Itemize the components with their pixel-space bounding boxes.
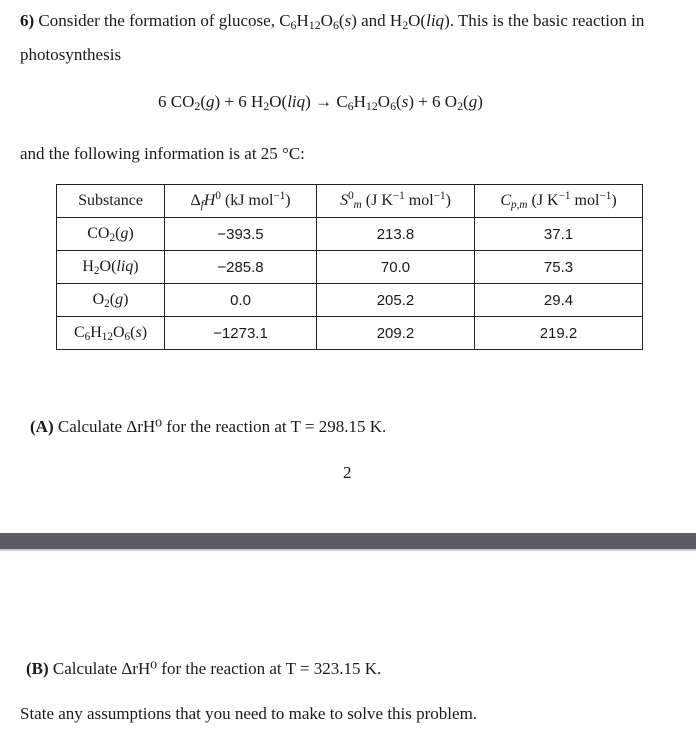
question-number: 6) [20, 11, 35, 30]
enthalpy-cell: −393.5 [165, 218, 317, 251]
heat-capacity-cell: 37.1 [475, 218, 643, 251]
part-b [26, 659, 381, 679]
assumptions-text: State any assumptions that you need to make to solve this problem. [20, 704, 478, 723]
heat-capacity-cell: 29.4 [475, 284, 643, 317]
reaction-arrow: → [315, 92, 333, 111]
header-substance: Substance [57, 185, 165, 218]
table-row [57, 284, 643, 317]
reaction-equation: 6 $CO_2(g) + 6$ $H_2O(liq) \to C_6H_{12}O_6(s) + 6$ $O_2(g)$ [158, 92, 483, 113]
substance-cell: $H_2O(liq)$ [57, 251, 165, 284]
part-a-text: Calculate ΔrH⁰ for the reaction at T = 298.15 K. [57, 417, 387, 436]
enthalpy-cell: −285.8 [165, 251, 317, 284]
part-b-label: (B) [26, 659, 49, 678]
substance-cell: $CO_2(g)$ [57, 218, 165, 251]
enthalpy-cell: 0.0 [165, 284, 317, 317]
following-text: and the following information is at 25 °C: [20, 144, 305, 163]
page-divider [0, 533, 696, 549]
header-entropy: $S^0_m$ (J $K^{-1}$ mol$^{-1}$) [317, 185, 475, 218]
page-number: 2 [343, 463, 352, 482]
intro-and: and [361, 11, 386, 30]
question-intro: 6) Consider the formation of glucose, $C_6H_{12}O_6(s)$ and $H_2O(liq)$. This is the basic reaction in photosynthesis [20, 11, 645, 64]
substance-cell: $O_2(g)$ [57, 284, 165, 317]
header-heat-capacity: $C_{p,m}$ (J $K^{-1}$ mol$^{-1}$) [475, 185, 643, 218]
part-a-label: (A) [30, 417, 54, 436]
intro-text: Consider the formation of glucose, [38, 11, 275, 30]
substance-cell: $C_6H_{12}O_6(s)$ [57, 317, 165, 350]
entropy-cell: 209.2 [317, 317, 475, 350]
part-a [30, 417, 386, 437]
table-header-row [57, 185, 643, 218]
entropy-cell: 213.8 [317, 218, 475, 251]
enthalpy-cell: −1273.1 [165, 317, 317, 350]
part-b-text: Calculate ΔrH⁰ for the reaction at T = 323.15 K. [52, 659, 382, 678]
heat-capacity-cell: 219.2 [475, 317, 643, 350]
header-enthalpy: $\Delta_fH^0$ (kJ mol$^{-1}$) [165, 185, 317, 218]
intro-end: . This is the basic reaction in photosynthesis [20, 11, 645, 64]
heat-capacity-cell: 75.3 [475, 251, 643, 284]
table-row [57, 218, 643, 251]
page-divider-shadow [0, 549, 696, 551]
entropy-cell: 70.0 [317, 251, 475, 284]
thermo-data-table [56, 184, 643, 350]
table-row [57, 317, 643, 350]
entropy-cell: 205.2 [317, 284, 475, 317]
table-row [57, 251, 643, 284]
